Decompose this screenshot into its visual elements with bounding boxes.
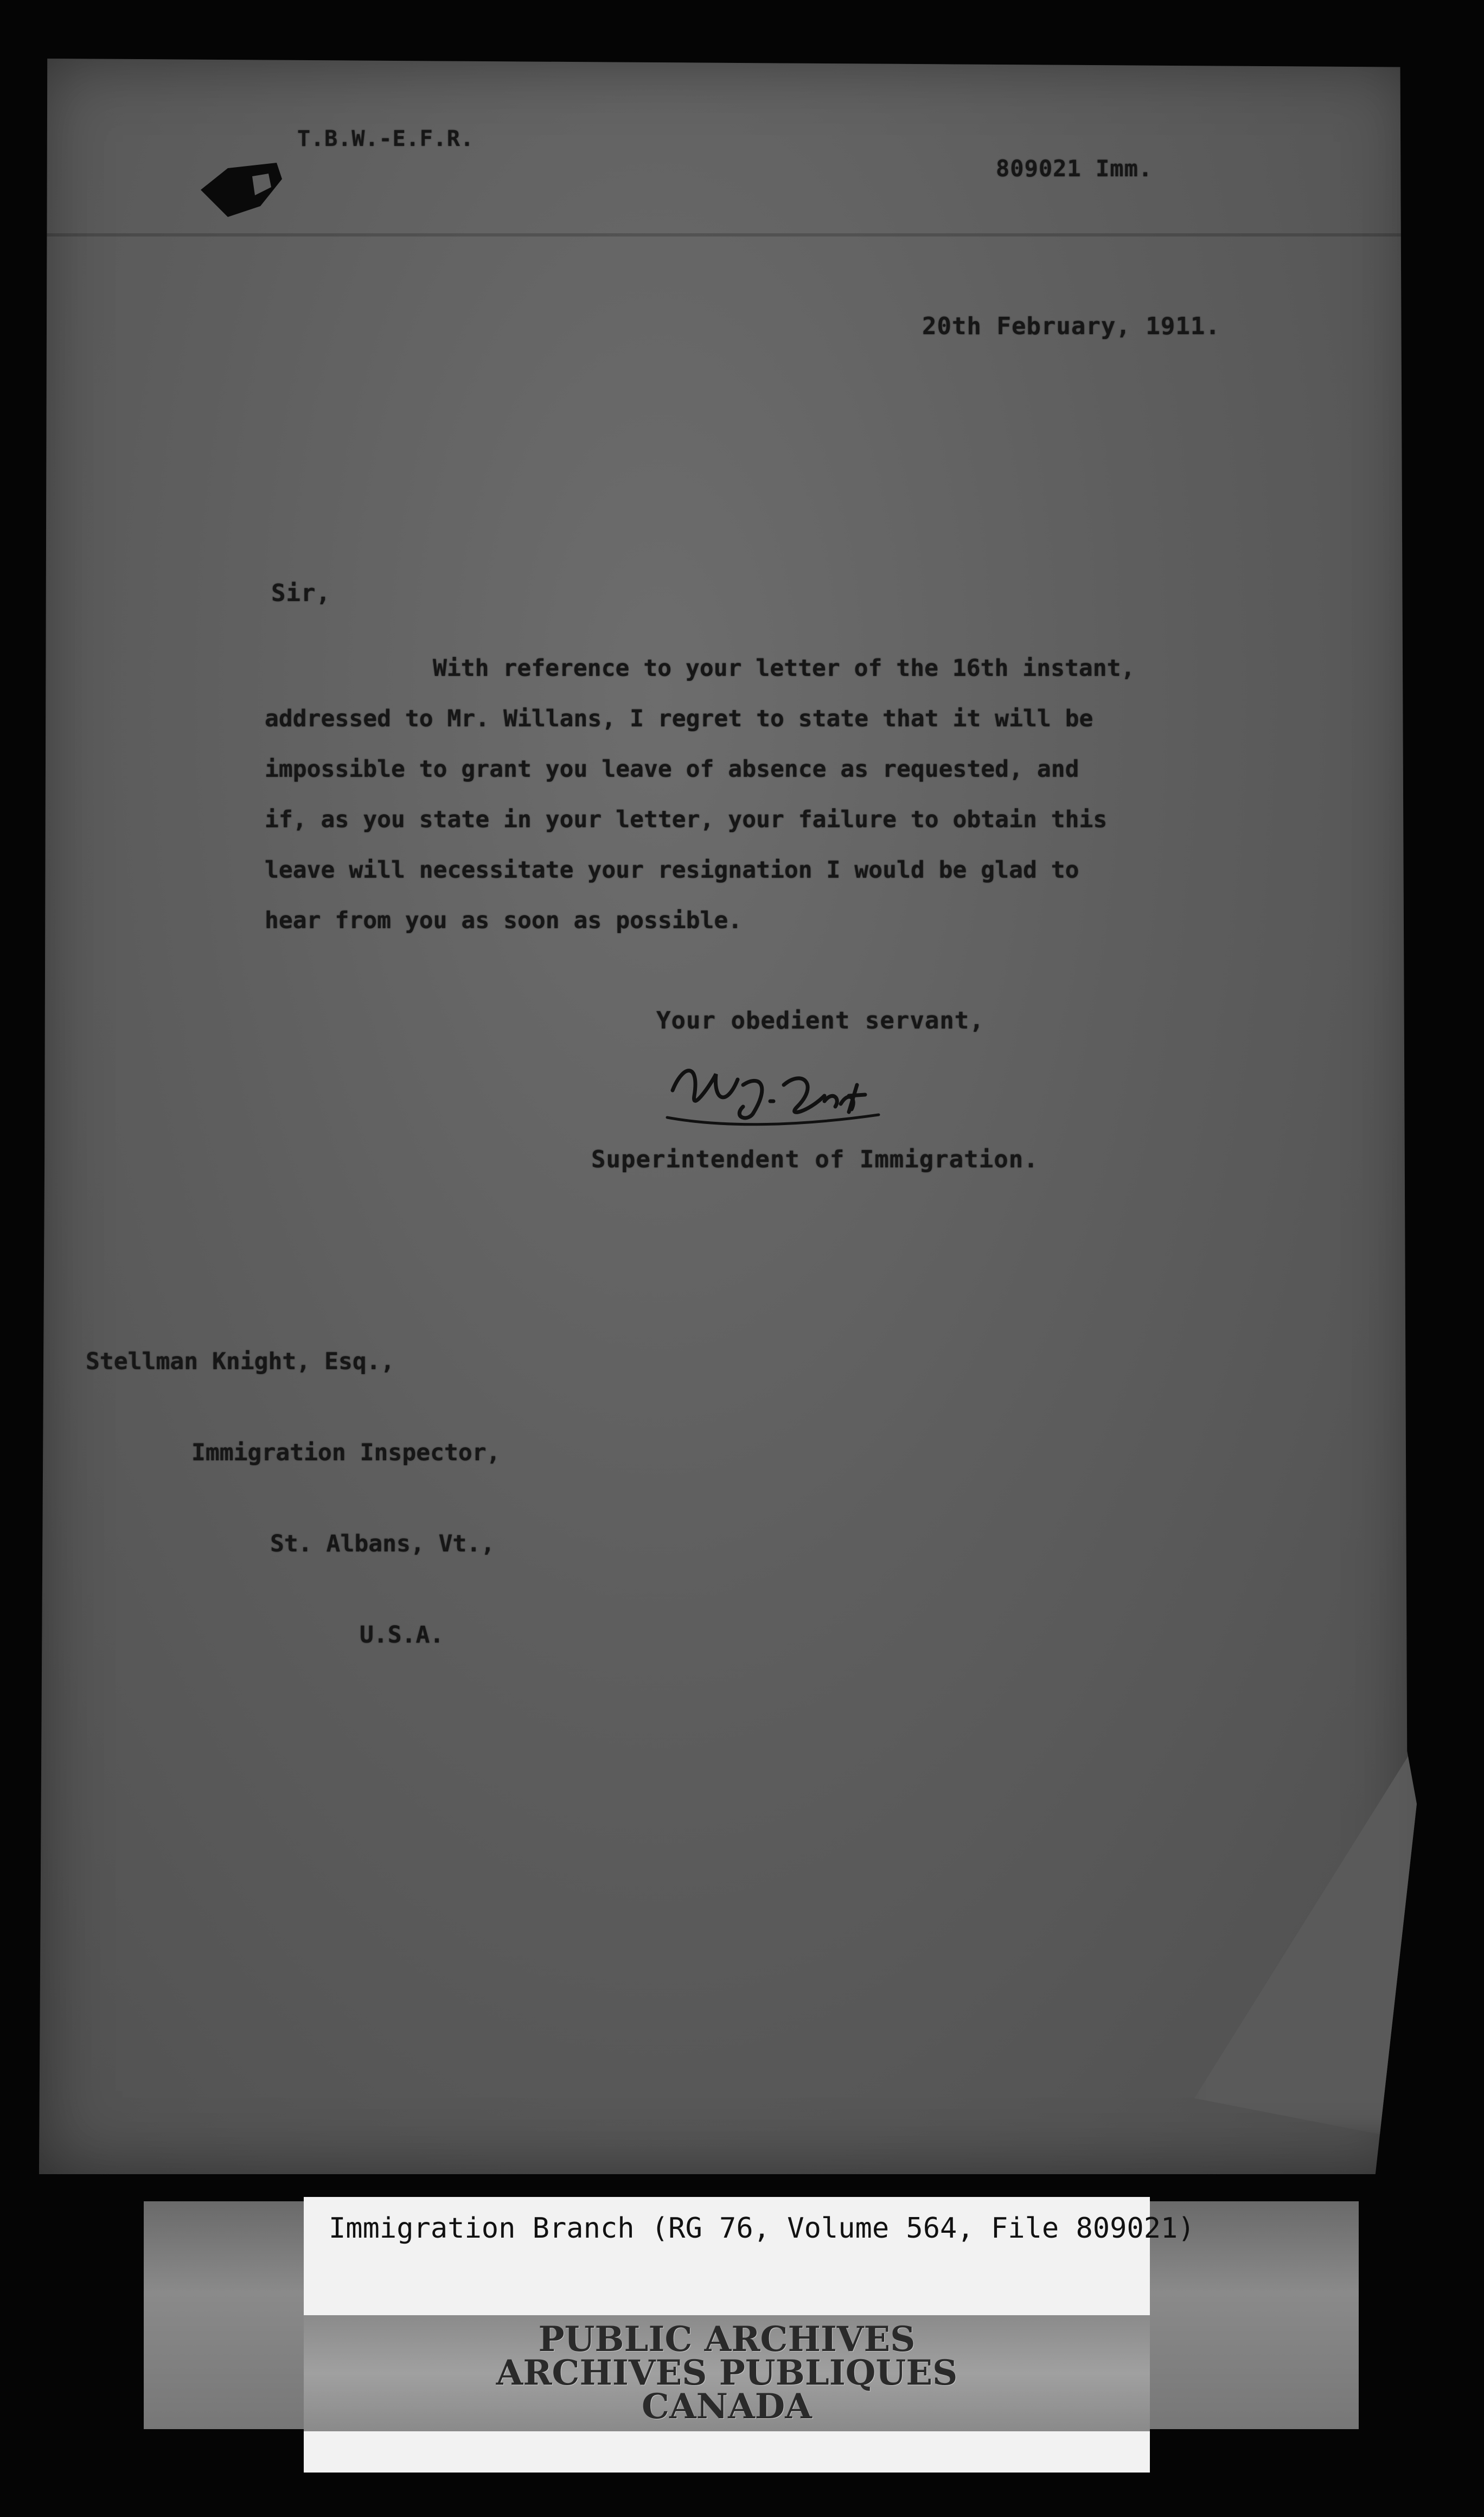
handwritten-signature <box>662 1052 890 1145</box>
letter-body <box>265 643 1339 946</box>
clip-mark-icon <box>195 157 287 222</box>
addressee-city: St. Albans, Vt., <box>270 1530 495 1557</box>
body-line: impossible to grant you leave of absence as requested, and <box>265 756 1079 783</box>
addressee-name: Stellman Knight, Esq., <box>86 1348 395 1375</box>
file-number: 809021 Imm. <box>996 155 1153 182</box>
archive-label-text: Immigration Branch (RG 76, Volume 564, File 809021) <box>329 2212 1195 2245</box>
reference-initials: T.B.W.-E.F.R. <box>297 126 475 151</box>
body-line: hear from you as soon as possible. <box>265 907 743 934</box>
body-line: if, as you state in your letter, your failure to obtain this <box>265 806 1108 833</box>
archive-stamp <box>304 2315 1150 2431</box>
body-line: With reference to your letter of the 16th instant, <box>433 655 1135 682</box>
stamp-line: CANADA <box>642 2386 812 2427</box>
archive-label-bottom <box>304 2431 1150 2473</box>
closing: Your obedient servant, <box>656 1007 984 1034</box>
body-line: leave will necessitate your resignation I would be glad to <box>265 857 1079 884</box>
addressee-title: Immigration Inspector, <box>191 1439 501 1466</box>
signer-title: Superintendent of Immigration. <box>591 1146 1039 1173</box>
stamp-line: ARCHIVES PUBLIQUES <box>496 2353 958 2393</box>
stamp-line: PUBLIC ARCHIVES <box>538 2319 916 2360</box>
fold-line <box>39 233 1417 237</box>
archive-stamp-area <box>304 2315 1150 2431</box>
archive-label <box>304 2197 1195 2315</box>
salutation: Sir, <box>271 579 331 607</box>
folded-corner <box>1167 1708 1438 2142</box>
addressee-country: U.S.A. <box>360 1621 444 1649</box>
addressee-block <box>86 1286 501 1681</box>
letter-date: 20th February, 1911. <box>922 312 1220 340</box>
body-line: addressed to Mr. Willans, I regret to state that it will be <box>265 705 1093 732</box>
